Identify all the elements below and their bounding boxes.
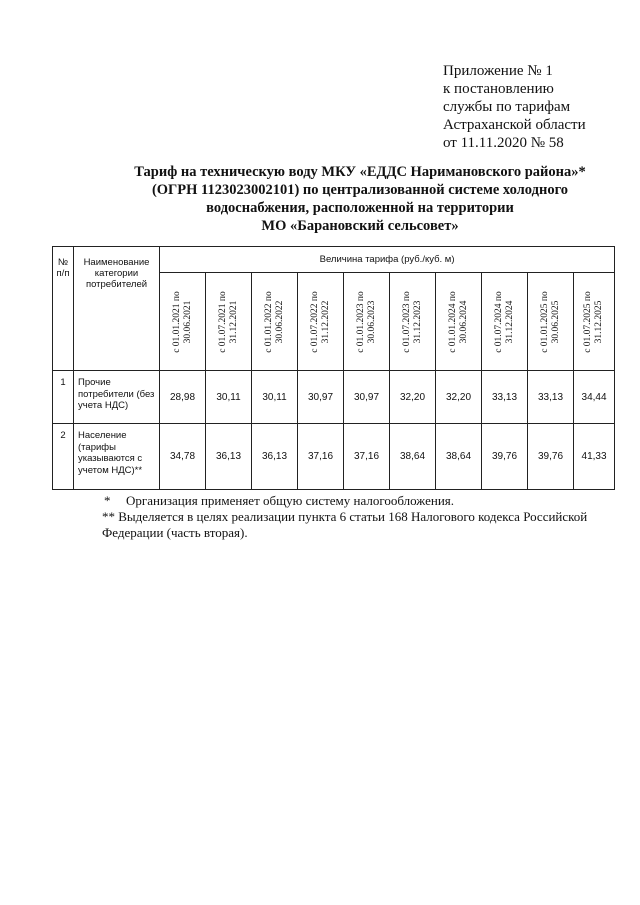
- row-number: 2: [53, 424, 74, 490]
- table-row: [53, 424, 615, 490]
- tariff-cell: 36,13: [252, 424, 298, 490]
- period-label: с 01.07.2021 по 31.12.2021: [217, 290, 239, 353]
- period-label: с 01.01.2022 по 30.06.2022: [263, 290, 285, 353]
- period-header: [436, 273, 482, 371]
- table-row: [53, 371, 615, 424]
- tariff-cell: 41,33: [574, 424, 615, 490]
- appendix-line: к постановлению: [443, 81, 554, 97]
- footnotes: [102, 493, 622, 541]
- tariff-cell: 33,13: [528, 371, 574, 424]
- period-header: [482, 273, 528, 371]
- title-line: (ОГРН 1123023002101) по централизованной системе холодного: [151, 182, 569, 198]
- footnote-text: Организация применяет общую систему налогообложения.: [126, 493, 455, 508]
- tariff-cell: 30,11: [252, 371, 298, 424]
- row-category: Население (тарифы указываются с учетом НДС)**: [74, 424, 160, 490]
- tariff-cell: 33,13: [482, 371, 528, 424]
- period-label: с 01.01.2024 по 30.06.2024: [447, 290, 469, 353]
- period-header: [206, 273, 252, 371]
- period-label: с 01.07.2025 по 31.12.2025: [583, 290, 605, 353]
- tariff-cell: 28,98: [160, 371, 206, 424]
- tariff-cell: 34,44: [574, 371, 615, 424]
- tariff-cell: 38,64: [436, 424, 482, 490]
- row-number: 1: [53, 371, 74, 424]
- table-header-row: [53, 247, 615, 273]
- tariff-cell: 38,64: [390, 424, 436, 490]
- tariff-cell: 30,11: [206, 371, 252, 424]
- tariff-cell: 34,78: [160, 424, 206, 490]
- period-label: с 01.07.2024 по 31.12.2024: [493, 290, 515, 353]
- document-title: [100, 163, 620, 235]
- tariff-cell: 39,76: [528, 424, 574, 490]
- footnote-tax-system: [102, 493, 622, 509]
- appendix-line: от 11.11.2020 № 58: [443, 135, 564, 151]
- period-header: [160, 273, 206, 371]
- appendix-block: [443, 62, 633, 152]
- period-label: с 01.07.2023 по 31.12.2023: [401, 290, 423, 353]
- tariff-cell: 32,20: [390, 371, 436, 424]
- tariff-cell: 39,76: [482, 424, 528, 490]
- title-line: Тариф на техническую воду МКУ «ЕДДС Наримановского района»*: [134, 164, 586, 180]
- tariff-cell: 36,13: [206, 424, 252, 490]
- header-number: № п/п: [53, 247, 74, 371]
- tariff-cell: 37,16: [298, 424, 344, 490]
- period-header: [344, 273, 390, 371]
- header-tariff-value: Величина тарифа (руб./куб. м): [160, 247, 615, 273]
- period-label: с 01.01.2025 по 30.06.2025: [539, 290, 561, 353]
- period-header: [252, 273, 298, 371]
- appendix-line: Астраханской области: [443, 117, 586, 133]
- appendix-line: службы по тарифам: [443, 99, 571, 115]
- period-label: с 01.07.2022 по 31.12.2022: [309, 290, 331, 353]
- tariff-table: [52, 246, 615, 490]
- row-category: Прочие потребители (без учета НДС): [74, 371, 160, 424]
- footnote-mark: *: [104, 493, 111, 508]
- period-header: [574, 273, 615, 371]
- appendix-line: Приложение № 1: [443, 63, 553, 79]
- tariff-cell: 32,20: [436, 371, 482, 424]
- footnote-vat: ** Выделяется в целях реализации пункта 6 статьи 168 Налогового кодекса Российской Федерации (часть вторая).: [102, 509, 588, 540]
- period-header: [390, 273, 436, 371]
- tariff-cell: 37,16: [344, 424, 390, 490]
- period-header: [298, 273, 344, 371]
- tariff-cell: 30,97: [298, 371, 344, 424]
- header-category: Наименование категории потребителей: [74, 247, 160, 371]
- title-line: водоснабжения, расположенной на территории: [206, 200, 514, 216]
- period-label: с 01.01.2021 по 30.06.2021: [171, 290, 193, 353]
- period-header: [528, 273, 574, 371]
- period-label: с 01.01.2023 по 30.06.2023: [355, 290, 377, 353]
- title-line: МО «Барановский сельсовет»: [261, 218, 459, 234]
- tariff-cell: 30,97: [344, 371, 390, 424]
